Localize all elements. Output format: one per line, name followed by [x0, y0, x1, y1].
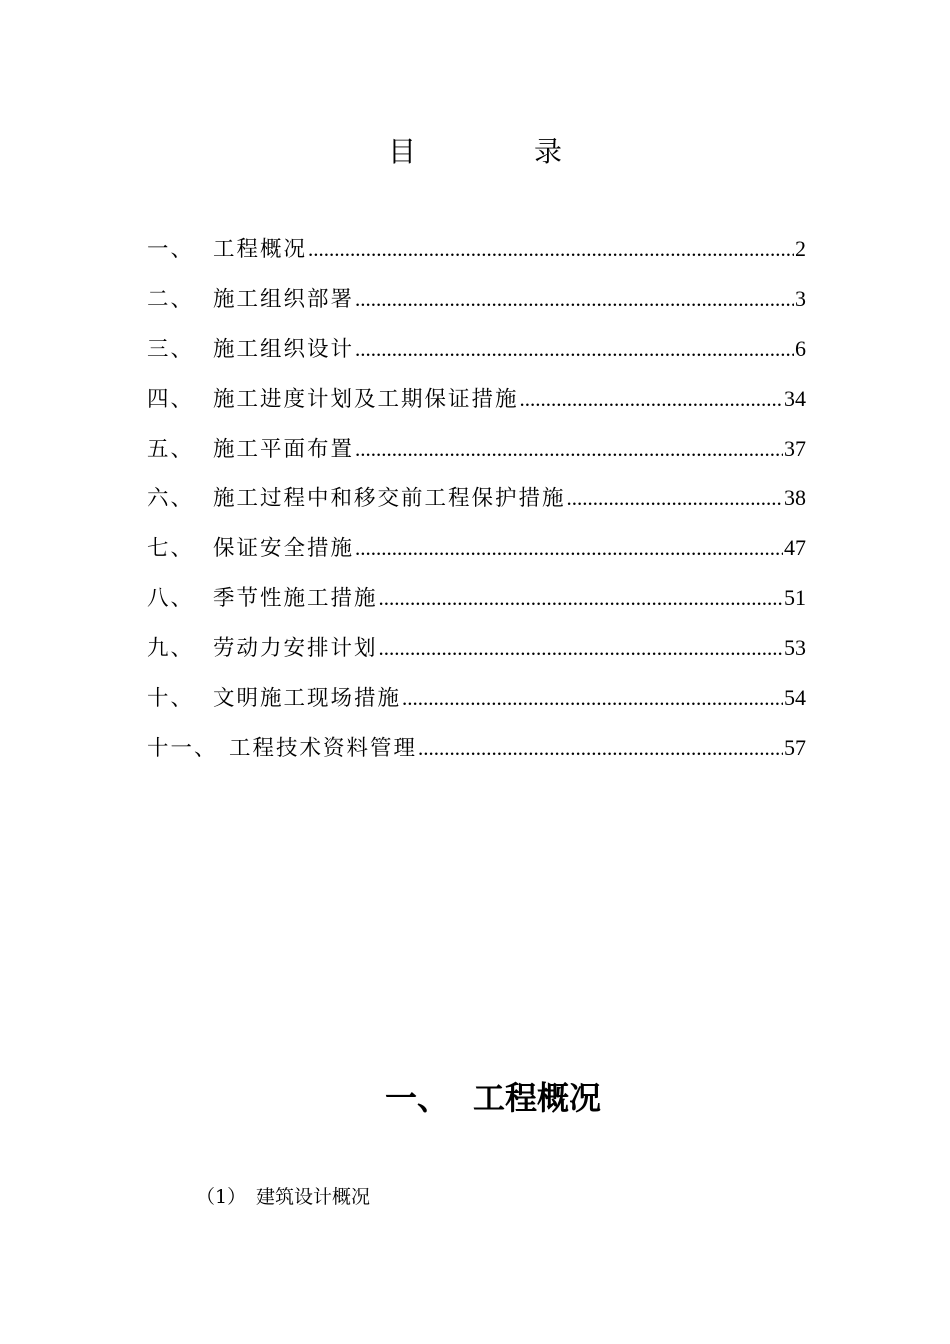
toc-entry-title: 施工平面布置 — [213, 436, 355, 462]
toc-entry-number: 七、 — [147, 536, 195, 562]
toc-entry-number: 一、 — [147, 237, 195, 262]
toc-entry-title: 保证安全措施 — [213, 536, 355, 562]
toc-entry-title: 施工进度计划及工期保证措施 — [213, 386, 519, 412]
toc-entry[interactable] — [147, 727, 806, 777]
toc-dot-leader — [402, 677, 783, 719]
subsection-title: 建筑设计概况 — [256, 1186, 371, 1208]
toc-entry-page: 38 — [784, 485, 806, 511]
toc-entry-number: 八、 — [147, 586, 195, 612]
toc-entry[interactable] — [147, 278, 806, 328]
toc-entry-number: 五、 — [147, 436, 195, 462]
toc-entry[interactable] — [147, 428, 806, 478]
toc-entry[interactable] — [147, 577, 806, 627]
table-of-contents — [147, 228, 806, 777]
toc-entry-page: 3 — [795, 285, 806, 311]
toc-title-left: 目 — [387, 135, 416, 168]
toc-dot-leader — [308, 228, 794, 270]
toc-entry-title: 工程技术资料管理 — [229, 735, 418, 761]
section-title: 工程概况 — [473, 1079, 602, 1117]
toc-entry-page: 51 — [784, 585, 806, 611]
section-number: 一、 — [385, 1079, 450, 1117]
toc-entry-title: 季节性施工措施 — [213, 586, 378, 612]
toc-entry[interactable] — [147, 378, 806, 428]
toc-dot-leader — [355, 278, 794, 320]
subsection-number: （1） — [196, 1186, 247, 1208]
toc-entry[interactable] — [147, 228, 806, 278]
toc-entry-title: 工程概况 — [213, 237, 308, 262]
toc-entry-number: 六、 — [147, 486, 195, 512]
toc-entry-page: 47 — [784, 535, 806, 561]
toc-entry-page: 57 — [784, 734, 806, 760]
toc-dot-leader — [418, 727, 783, 769]
toc-dot-leader — [520, 378, 783, 420]
toc-entry-page: 6 — [795, 335, 806, 361]
toc-entry-number: 三、 — [147, 336, 195, 362]
toc-entry-page: 54 — [784, 685, 806, 711]
toc-dot-leader — [379, 577, 783, 619]
section-heading — [385, 1075, 601, 1121]
toc-dot-leader — [355, 527, 783, 569]
toc-entry-number: 十、 — [147, 686, 195, 712]
toc-entry[interactable] — [147, 627, 806, 677]
toc-title — [0, 132, 950, 172]
toc-entry-page: 53 — [784, 635, 806, 661]
toc-dot-leader — [379, 627, 783, 669]
toc-dot-leader — [355, 428, 783, 470]
toc-title-right: 录 — [534, 135, 563, 168]
toc-entry-page: 34 — [784, 385, 806, 411]
toc-entry-title: 施工组织设计 — [213, 336, 355, 362]
toc-entry[interactable] — [147, 677, 806, 727]
toc-entry-number: 十一、 — [147, 735, 218, 761]
toc-entry-number: 四、 — [147, 386, 195, 412]
toc-entry[interactable] — [147, 477, 806, 527]
subsection-heading — [196, 1180, 370, 1214]
toc-entry-title: 施工过程中和移交前工程保护措施 — [213, 486, 566, 512]
toc-entry-page: 2 — [795, 236, 806, 261]
toc-entry-page: 37 — [784, 435, 806, 461]
toc-entry-title: 施工组织部署 — [213, 286, 355, 312]
toc-entry[interactable] — [147, 527, 806, 577]
toc-dot-leader — [355, 328, 794, 370]
toc-dot-leader — [567, 477, 783, 519]
toc-entry-number: 九、 — [147, 636, 195, 662]
toc-entry-number: 二、 — [147, 286, 195, 312]
toc-entry-title: 劳动力安排计划 — [213, 636, 378, 662]
toc-entry-title: 文明施工现场措施 — [213, 686, 402, 712]
toc-entry[interactable] — [147, 328, 806, 378]
